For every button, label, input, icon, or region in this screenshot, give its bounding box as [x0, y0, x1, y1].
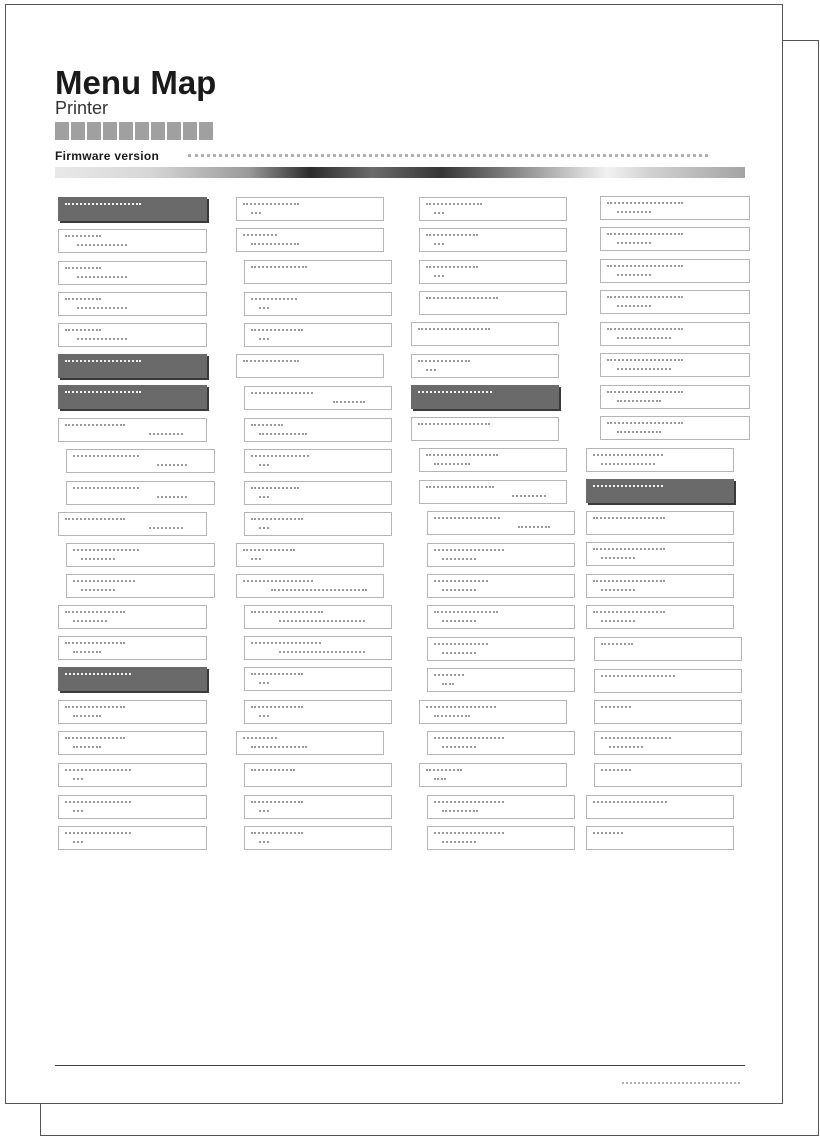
redacted-text-line [73, 580, 135, 582]
redacted-text-line [601, 769, 631, 771]
redacted-text-line [617, 337, 671, 339]
redacted-text-line [601, 737, 671, 739]
menu-item [244, 700, 392, 724]
redacted-text-line [593, 611, 665, 613]
redacted-text-line [442, 620, 476, 622]
redacted-text-line [251, 706, 303, 708]
redacted-text-line [73, 455, 139, 457]
redacted-text-line [65, 737, 125, 739]
menu-item [600, 259, 750, 283]
menu-item [594, 700, 742, 724]
redacted-text-line [426, 297, 498, 299]
menu-item [244, 667, 392, 691]
menu-item [236, 354, 384, 378]
redacted-text-line [251, 673, 303, 675]
menu-section-header [58, 667, 207, 691]
menu-item [66, 543, 215, 567]
menu-item [427, 826, 575, 850]
redacted-text-line [434, 778, 446, 780]
menu-item [586, 826, 734, 850]
redacted-text-line [601, 643, 633, 645]
menu-item [419, 197, 567, 221]
menu-item [594, 637, 742, 661]
menu-item [586, 605, 734, 629]
redacted-text-line [442, 841, 476, 843]
redacted-text-line [81, 558, 115, 560]
menu-item [600, 322, 750, 346]
redacted-text-line [333, 401, 365, 403]
redacted-text-line [251, 455, 309, 457]
redacted-text-line [442, 558, 476, 560]
menu-section-header [586, 479, 734, 503]
redacted-text-line [601, 557, 635, 559]
redacted-text-line [73, 778, 83, 780]
menu-item [58, 229, 207, 253]
redacted-text-line [426, 706, 496, 708]
redacted-text-line [279, 620, 365, 622]
menu-item [236, 228, 384, 252]
redacted-text-line [259, 527, 269, 529]
menu-item [58, 700, 207, 724]
menu-item [594, 763, 742, 787]
redacted-text-line [442, 652, 476, 654]
redacted-text-line [434, 643, 488, 645]
redacted-text-line [251, 392, 313, 394]
redacted-text-line [65, 203, 141, 205]
redacted-text-line [434, 549, 504, 551]
redacted-text-line [65, 769, 131, 771]
redacted-text-line [607, 328, 683, 330]
redacted-text-line [607, 391, 683, 393]
menu-item [419, 480, 567, 504]
redacted-text-line [434, 463, 470, 465]
page-title: Menu Map [55, 64, 217, 101]
redacted-text-line [617, 431, 661, 433]
redacted-text-line [251, 243, 299, 245]
redacted-text-line [65, 611, 125, 613]
firmware-version-label: Firmware version [55, 149, 160, 163]
redacted-text-line [279, 651, 365, 653]
redacted-text-line [601, 589, 635, 591]
redacted-text-line [442, 589, 476, 591]
redacted-text-line [259, 338, 269, 340]
menu-item [58, 292, 207, 316]
menu-item [244, 386, 392, 410]
menu-item [236, 731, 384, 755]
redacted-text-line [434, 517, 500, 519]
footer-rule [55, 1065, 745, 1066]
menu-item [244, 292, 392, 316]
menu-item [586, 448, 734, 472]
redacted-text-line [251, 611, 323, 613]
menu-item [58, 261, 207, 285]
menu-item [244, 481, 392, 505]
menu-item [411, 417, 559, 441]
gradient-bar [55, 167, 745, 178]
redacted-text-line [73, 549, 139, 551]
redacted-text-line [65, 267, 101, 269]
menu-item [58, 418, 207, 442]
redacted-text-line [426, 369, 436, 371]
redacted-text-line [251, 487, 299, 489]
menu-item [427, 731, 575, 755]
redacted-text-line [426, 234, 478, 236]
redacted-text-line [65, 235, 101, 237]
redacted-text-line [442, 746, 476, 748]
redacted-text-line [77, 276, 127, 278]
redacted-text-line [442, 683, 454, 685]
menu-item [411, 322, 559, 346]
menu-section-header [58, 354, 207, 378]
redacted-text-line [149, 527, 183, 529]
redacted-text-line [251, 558, 261, 560]
redacted-text-line [73, 715, 101, 717]
redacted-text-line [434, 212, 444, 214]
menu-item [58, 731, 207, 755]
redacted-text-line [251, 832, 303, 834]
redacted-text-line [259, 433, 307, 435]
menu-item [58, 636, 207, 660]
redacted-text-line [65, 391, 141, 393]
redacted-text-line [607, 296, 683, 298]
redacted-text-line [426, 266, 478, 268]
menu-item [244, 449, 392, 473]
redacted-text-line [65, 424, 125, 426]
menu-item [600, 227, 750, 251]
redacted-text-line [512, 495, 546, 497]
redacted-text-line [426, 769, 462, 771]
redacted-text-line [65, 706, 125, 708]
redacted-text-line [243, 549, 295, 551]
redacted-text-line [607, 202, 683, 204]
menu-item [244, 418, 392, 442]
redacted-text-line [73, 620, 107, 622]
redacted-text-line [426, 486, 494, 488]
page-subtitle: Printer [55, 98, 109, 118]
redacted-text-line [434, 243, 444, 245]
menu-item [236, 574, 384, 598]
menu-item [58, 763, 207, 787]
redacted-text-line [434, 580, 488, 582]
redacted-text-line [442, 810, 478, 812]
menu-item [236, 197, 384, 221]
redacted-text-line [65, 642, 125, 644]
redacted-text-line [81, 589, 115, 591]
redacted-text-line [518, 526, 550, 528]
redacted-text-line [607, 359, 683, 361]
redacted-text-line [259, 810, 269, 812]
menu-item [244, 636, 392, 660]
menu-item [244, 826, 392, 850]
menu-item [419, 700, 567, 724]
redacted-text-line [607, 233, 683, 235]
redacted-text-line [418, 328, 490, 330]
menu-item [244, 260, 392, 284]
menu-item [58, 605, 207, 629]
menu-item [586, 511, 734, 535]
menu-section-header [411, 385, 559, 409]
redacted-text-line [593, 801, 667, 803]
menu-item [427, 795, 575, 819]
redacted-text-line [434, 737, 504, 739]
redacted-text-line [65, 360, 141, 362]
redacted-text-line [617, 305, 651, 307]
redacted-text-line [259, 464, 269, 466]
redacted-text-line [593, 580, 665, 582]
menu-item [66, 574, 215, 598]
redacted-text-line [157, 464, 187, 466]
menu-item [427, 511, 575, 535]
redacted-text-line [243, 737, 277, 739]
redacted-text-line [73, 746, 101, 748]
redacted-text-line [434, 832, 504, 834]
redacted-text-line [77, 307, 127, 309]
redacted-text-line [251, 298, 297, 300]
redacted-text-line [418, 391, 492, 393]
menu-item [600, 385, 750, 409]
menu-item [419, 291, 567, 315]
redacted-text-line [609, 746, 643, 748]
redacted-text-line [593, 548, 665, 550]
redacted-text-line [601, 706, 631, 708]
redacted-text-line [243, 580, 313, 582]
redacted-text-line [251, 518, 303, 520]
menu-item [58, 323, 207, 347]
menu-item [244, 512, 392, 536]
redacted-text-line [65, 801, 131, 803]
redacted-text-line [259, 496, 269, 498]
redacted-text-line [593, 517, 665, 519]
menu-item [236, 543, 384, 567]
redacted-text-line [65, 518, 125, 520]
menu-item [58, 826, 207, 850]
redacted-text-line [259, 715, 269, 717]
redacted-text-line [601, 675, 675, 677]
redacted-text-line [617, 368, 671, 370]
redacted-text-line [77, 338, 127, 340]
menu-item [58, 795, 207, 819]
menu-item [58, 512, 207, 536]
menu-item [586, 795, 734, 819]
redacted-text-line [271, 589, 367, 591]
menu-item [244, 323, 392, 347]
footer-redacted-text [622, 1082, 740, 1084]
redacted-text-line [426, 203, 482, 205]
menu-item [427, 574, 575, 598]
menu-item [244, 763, 392, 787]
menu-item [600, 353, 750, 377]
menu-item [419, 260, 567, 284]
redacted-text-line [251, 746, 307, 748]
redacted-text-line [251, 642, 321, 644]
redacted-text-line [259, 307, 269, 309]
redacted-text-line [243, 234, 277, 236]
menu-item [427, 543, 575, 567]
menu-item [427, 637, 575, 661]
redacted-text-line [259, 682, 269, 684]
menu-item [419, 228, 567, 252]
redacted-text-line [65, 298, 101, 300]
menu-item [427, 668, 575, 692]
menu-item [427, 605, 575, 629]
redacted-text-line [73, 651, 101, 653]
menu-item [586, 542, 734, 566]
redacted-text-line [434, 674, 464, 676]
redacted-text-line [65, 832, 131, 834]
redacted-text-line [251, 801, 303, 803]
redacted-text-line [251, 329, 303, 331]
redacted-text-line [243, 360, 299, 362]
redacted-text-line [607, 422, 683, 424]
redacted-text-line [617, 274, 651, 276]
menu-item [419, 763, 567, 787]
menu-item [586, 574, 734, 598]
menu-item [244, 605, 392, 629]
redacted-text-line [434, 801, 504, 803]
redacted-text-line [418, 423, 490, 425]
redacted-text-line [426, 454, 498, 456]
menu-item [600, 416, 750, 440]
redacted-text-line [73, 841, 83, 843]
menu-item [66, 449, 215, 473]
redacted-text-line [73, 810, 83, 812]
redacted-text-line [243, 203, 299, 205]
menu-item [600, 290, 750, 314]
redacted-text-line [251, 266, 307, 268]
redacted-text-line [593, 454, 663, 456]
redacted-text-line [259, 841, 269, 843]
redacted-text-line [77, 244, 127, 246]
menu-item [600, 196, 750, 220]
menu-section-header [58, 385, 207, 409]
redacted-text-line [617, 242, 651, 244]
redacted-text-line [149, 433, 183, 435]
menu-item [594, 731, 742, 755]
redacted-text-line [593, 832, 623, 834]
redacted-text-line [434, 275, 444, 277]
redacted-text-line [251, 769, 295, 771]
menu-item [594, 669, 742, 693]
firmware-version-value-redacted [188, 154, 708, 157]
redacted-text-line [607, 265, 683, 267]
redacted-text-line [251, 424, 283, 426]
redacted-text-line [65, 673, 131, 675]
redacted-text-line [601, 620, 635, 622]
redacted-text-line [251, 212, 261, 214]
redacted-text-line [434, 715, 470, 717]
menu-item [411, 354, 559, 378]
redacted-text-line [434, 611, 498, 613]
redacted-text-line [593, 485, 663, 487]
redacted-model-name [55, 122, 213, 140]
redacted-text-line [73, 487, 139, 489]
menu-item [66, 481, 215, 505]
redacted-text-line [601, 463, 655, 465]
redacted-text-line [157, 496, 187, 498]
redacted-text-line [617, 400, 661, 402]
redacted-text-line [65, 329, 101, 331]
redacted-text-line [418, 360, 470, 362]
menu-item [244, 795, 392, 819]
menu-section-header [58, 197, 207, 221]
menu-item [419, 448, 567, 472]
redacted-text-line [617, 211, 651, 213]
